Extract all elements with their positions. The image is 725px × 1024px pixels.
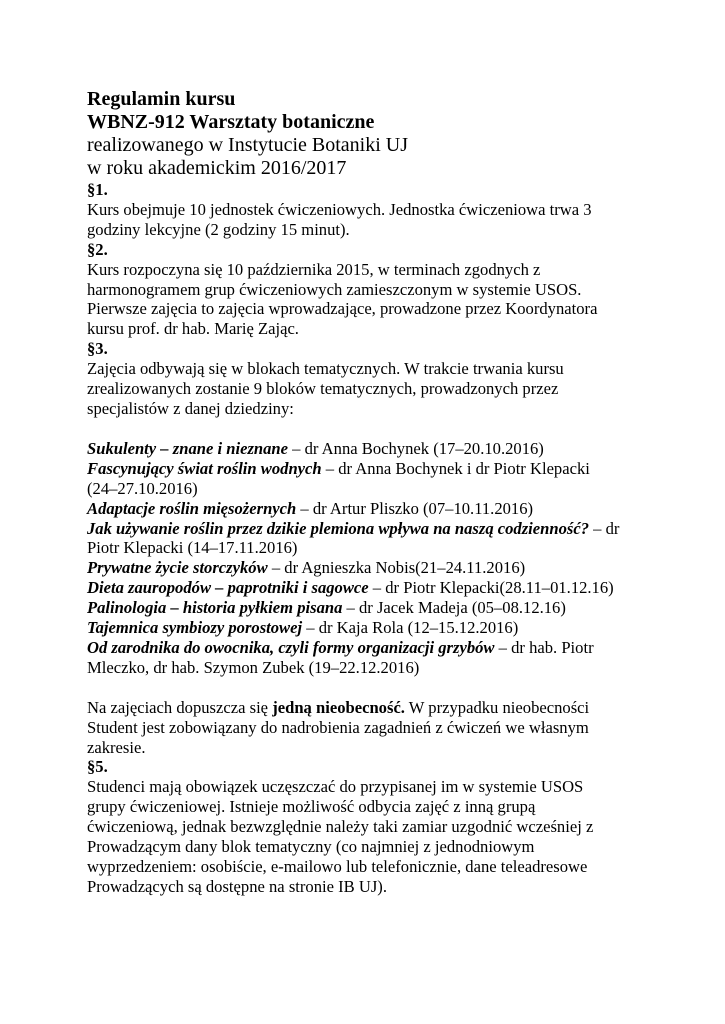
section-3-text: Zajęcia odbywają się w blokach tematycznych. W trakcie trwania kursu [87, 359, 564, 379]
course-title: WBNZ-912 Warsztaty botaniczne [87, 111, 375, 133]
topic-details-cont: Mleczko, dr hab. Szymon Zubek (19–22.12.2016) [87, 657, 420, 677]
absence-text: W przypadku nieobecności [404, 697, 590, 717]
topic-title: Prywatne życie storczyków [87, 558, 268, 578]
topic-details: – dr Anna Bochynek (17–20.10.2016) [288, 438, 544, 458]
topic-item [87, 459, 687, 479]
section-5-text: ćwiczeniową, jednak bezwzględnie należy taki zamiar uzgodnić wcześniej z [87, 817, 594, 837]
topic-details-cont: Piotr Klepacki (14–17.11.2016) [87, 538, 298, 558]
topic-title: Tajemnica symbiozy porostowej [87, 618, 303, 638]
absence-text: zakresie. [87, 737, 146, 757]
section-2-text: Pierwsze zajęcia to zajęcia wprowadzające, prowadzone przez Koordynatora [87, 299, 598, 319]
section-2-text: Kurs rozpoczyna się 10 października 2015, w terminach zgodnych z [87, 259, 541, 279]
topic-title: Adaptacje roślin mięsożernych [87, 498, 297, 518]
topic-title: Palinologia – historia pyłkiem pisana [87, 598, 343, 618]
section-2-text: harmonogramem grup ćwiczeniowych zamieszczonym w systemie USOS. [87, 279, 582, 299]
section-3-text: zrealizowanych zostanie 9 bloków tematycznych, prowadzonych przez [87, 379, 559, 399]
section-2-text: kursu prof. dr hab. Marię Zając. [87, 319, 299, 339]
section-3-label: §3. [87, 339, 108, 359]
topic-item [87, 439, 687, 459]
absence-rule [87, 698, 687, 718]
section-1-text: godziny lekcyjne (2 godziny 15 minut). [87, 219, 350, 239]
topic-title: Dieta zauropodów – paprotniki i sagowce [87, 578, 369, 598]
absence-emphasis: jedną nieobecność. [272, 697, 405, 717]
topic-details: – dr Kaja Rola (12–15.12.2016) [302, 618, 519, 638]
absence-text: Student jest zobowiązany do nadrobienia zagadnień z ćwiczeń we własnym [87, 717, 589, 737]
topic-details: – dr Piotr Klepacki(28.11–01.12.16) [368, 578, 614, 598]
topic-item [87, 578, 687, 598]
topic-details: – dr Jacek Madeja (05–08.12.16) [342, 598, 566, 618]
section-2-label: §2. [87, 239, 108, 259]
topic-item [87, 618, 687, 638]
document-page [87, 88, 687, 897]
topic-title: Od zarodnika do owocnika, czyli formy organizacji grzybów [87, 637, 495, 657]
topic-item [87, 598, 687, 618]
section-5-text: grupy ćwiczeniowej. Istnieje możliwość odbycia zajęć z inną grupą [87, 797, 536, 817]
section-1-label: §1. [87, 180, 108, 199]
topic-details: – dr Artur Pliszko (07–10.11.2016) [296, 498, 534, 518]
topic-details: – dr [589, 518, 620, 538]
academic-year-line: w roku akademickim 2016/2017 [87, 157, 347, 179]
topic-title: Sukulenty – znane i nieznane [87, 438, 289, 458]
section-5-text: Studenci mają obowiązek uczęszczać do przypisanej im w systemie USOS [87, 777, 584, 797]
topic-details-cont: (24–27.10.2016) [87, 478, 198, 498]
section-3-text: specjalistów z danej dziedziny: [87, 398, 294, 418]
institute-line: realizowanego w Instytucie Botaniki UJ [87, 134, 409, 156]
topic-title: Fascynujący świat roślin wodnych [87, 458, 322, 478]
topic-item [87, 519, 687, 539]
section-5-text: Prowadzących są dostępne na stronie IB UJ). [87, 876, 387, 896]
section-5-label: §5. [87, 757, 108, 777]
topic-details: – dr Agnieszka Nobis(21–24.11.2016) [267, 558, 526, 578]
topic-title: Jak używanie roślin przez dzikie plemiona wpływa na naszą codzienność? [87, 518, 590, 538]
section-1-text: Kurs obejmuje 10 jednostek ćwiczeniowych. Jednostka ćwiczeniowa trwa 3 [87, 199, 592, 219]
absence-text: Na zajęciach dopuszcza się [87, 697, 273, 717]
topic-item [87, 558, 687, 578]
topic-details: – dr hab. Piotr [494, 637, 594, 657]
doc-title: Regulamin kursu [87, 88, 236, 110]
topic-item [87, 638, 687, 658]
section-5-text: Prowadzącym dany blok tematyczny (co najmniej z jednodniowym [87, 837, 535, 857]
topic-item [87, 499, 687, 519]
section-5-text: wyprzedzeniem: osobiście, e-mailowo lub telefonicznie, dane teleadresowe [87, 857, 588, 876]
topic-details: – dr Anna Bochynek i dr Piotr Klepacki [321, 458, 590, 478]
